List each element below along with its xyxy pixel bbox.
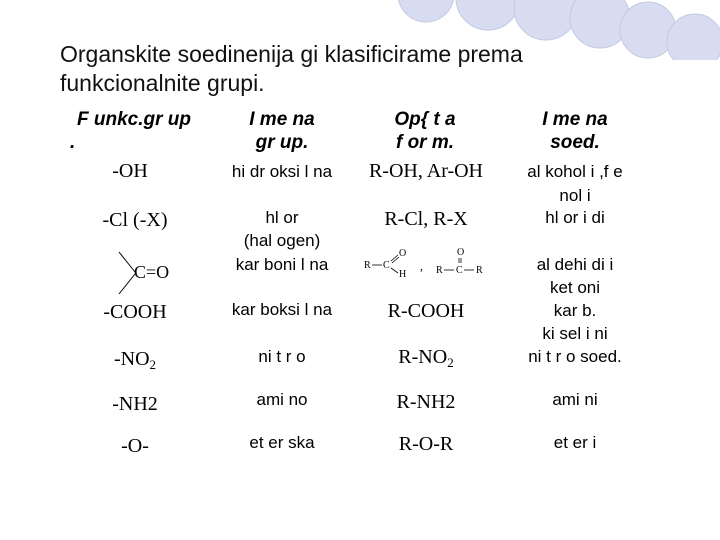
name-carbonyl: kar boni l na <box>235 255 329 274</box>
compound-alcohols-phenols-1: al kohol i ,f e <box>527 162 623 181</box>
aldehyde-r-label: R <box>364 260 371 271</box>
carbonyl-structures-diagram <box>362 246 492 280</box>
group-ether: -O- <box>121 435 149 457</box>
group-halogen: -Cl (-X) <box>102 209 168 231</box>
slide-title: Organskite soedinenija gi klasificirame prema funkcionalnite grupi. <box>60 41 523 96</box>
compound-ketones: ket oni <box>549 278 601 297</box>
ketone-r1-label: R <box>436 265 443 276</box>
compound-nitro: ni t r o soed. <box>528 347 622 366</box>
name-chloro: hl or <box>265 208 299 227</box>
group-carbonyl: C=O <box>134 262 170 282</box>
header-compound-name: I me na soed. <box>542 109 608 153</box>
name-amino: ami no <box>256 390 308 409</box>
compound-alcohols-phenols-2: nol i <box>559 186 591 205</box>
name-hydroxyl: hi dr oksi l na <box>231 162 333 181</box>
structure-separator: , <box>420 259 423 273</box>
compound-carb: kar b. <box>553 301 597 320</box>
ketone-o-label: O <box>457 247 465 258</box>
aldehyde-o-label: O <box>399 248 407 259</box>
ketone-r2-label: R <box>476 265 483 276</box>
group-amino: -NH2 <box>112 393 158 415</box>
aldehyde-h-label: H <box>399 269 407 280</box>
compound-ethers: et er i <box>553 433 597 452</box>
compound-chlorides: hl or i di <box>545 208 605 227</box>
formula-acid: R-COOH <box>387 300 465 322</box>
compound-acids: ki sel i ni <box>542 324 608 343</box>
compound-amines: ami ni <box>552 390 598 409</box>
compound-aldehydes: al dehi di i <box>536 255 614 274</box>
header-functional-group: F unkc.gr up . <box>70 109 191 153</box>
group-nitro: $-NO_2$ <box>113 348 157 372</box>
name-nitro: ni t r o <box>258 347 306 366</box>
name-halogen: (hal ogen) <box>243 231 321 250</box>
group-oh: -OH <box>112 160 148 182</box>
group-carboxyl: -COOH <box>103 301 167 323</box>
formula-alcohol: R-OH, Ar-OH <box>368 160 484 182</box>
name-carboxyl: kar boksi l na <box>231 300 333 319</box>
header-general-formula: Op{ t a f or m. <box>394 109 456 153</box>
ketone-c-label: C <box>456 265 463 276</box>
formula-nitro: $R-NO_2$ <box>398 346 454 370</box>
formula-ether: R-O-R <box>398 433 454 455</box>
header-group-name: I me na gr up. <box>249 109 315 153</box>
aldehyde-c-label: C <box>383 260 390 271</box>
name-ether: et er ska <box>249 433 315 452</box>
formula-halide: R-Cl, R-X <box>384 208 468 230</box>
formula-amine: R-NH2 <box>396 391 456 413</box>
